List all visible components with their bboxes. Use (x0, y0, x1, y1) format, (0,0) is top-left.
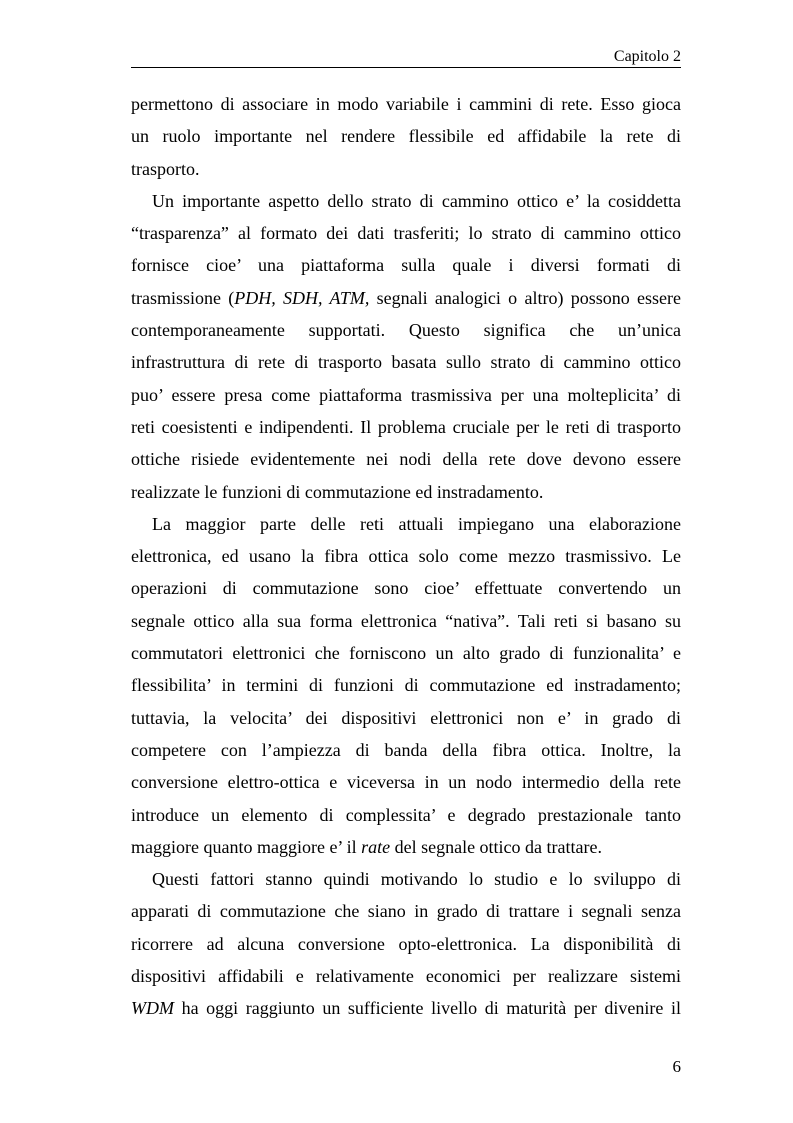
text-line: La maggior parte delle reti attuali impiegano una elaborazione (152, 513, 681, 534)
text-line: un ruolo importante nel rendere flessibile ed affidabile la rete di (131, 126, 681, 147)
text-line: elettronica, ed usano la fibra ottica solo come mezzo trasmissivo. Le (131, 546, 681, 567)
text-line: contemporaneamente supportati. Questo significa che un’unica (131, 320, 681, 341)
text-line: dispositivi affidabili e relativamente economici per realizzare sistemi (131, 966, 681, 987)
paragraph (131, 863, 681, 1024)
text-line: fornisce cioe’ una piattaforma sulla quale i diversi formati di (131, 255, 681, 276)
text-line: Un importante aspetto dello strato di cammino ottico e’ la cosiddetta (152, 190, 681, 211)
protocol-names: PDH, SDH, ATM, (234, 287, 370, 308)
emphasis-term: rate (361, 836, 391, 857)
text-line: operazioni di commutazione sono cioe’ effettuate convertendo un (131, 578, 681, 599)
text-line: puo’ essere presa come piattaforma trasmissiva per una molteplicita’ di (131, 384, 681, 405)
chapter-title: Capitolo 2 (613, 48, 681, 65)
text-line: reti coesistenti e indipendenti. Il problema cruciale per le reti di trasporto (131, 416, 681, 437)
text-line: competere con l’ampiezza di banda della fibra ottica. Inoltre, la (131, 739, 681, 760)
text-line: infrastruttura di rete di trasporto basata sullo strato di cammino ottico (131, 352, 681, 373)
running-header (131, 46, 681, 68)
paragraph (131, 508, 681, 863)
text-line: commutatori elettronici che forniscono un alto grado di funzionalita’ e (131, 643, 681, 664)
text-line: ottiche risiede evidentemente nei nodi della rete dove devono essere (131, 449, 681, 470)
text-line: trasporto. (131, 158, 200, 179)
paragraph (131, 185, 681, 508)
text-line: “trasparenza” al formato dei dati trasferiti; lo strato di cammino ottico (131, 223, 681, 244)
page-number: 6 (672, 1057, 681, 1076)
text-line: realizzate le funzioni di commutazione ed instradamento. (131, 481, 544, 502)
text-line: flessibilita’ in termini di funzioni di commutazione ed instradamento; (131, 675, 681, 696)
text-line: conversione elettro-ottica e viceversa in un nodo intermedio della rete (131, 772, 681, 793)
text-line: WDM ha oggi raggiunto un sufficiente livello di maturità per divenire il (131, 998, 681, 1019)
text-line: segnale ottico alla sua forma elettronica “nativa”. Tali reti si basano su (131, 610, 681, 631)
text-line: maggiore quanto maggiore e’ il rate del segnale ottico da trattare. (131, 836, 602, 857)
emphasis-term: WDM (131, 998, 174, 1019)
text-line: introduce un elemento di complessita’ e degrado prestazionale tanto (131, 804, 681, 825)
paragraph (131, 88, 681, 185)
text-line: permettono di associare in modo variabile i cammini di rete. Esso gioca (131, 94, 681, 114)
body-text (131, 88, 681, 1025)
text-line: ricorrere ad alcuna conversione opto-elettronica. La disponibilità di (131, 933, 681, 954)
text-line: trasmissione (PDH, SDH, ATM, segnali analogici o altro) possono essere (131, 287, 681, 308)
text-line: apparati di commutazione che siano in grado di trattare i segnali senza (131, 901, 681, 922)
text-line: Questi fattori stanno quindi motivando lo studio e lo sviluppo di (152, 869, 681, 890)
text-line: tuttavia, la velocita’ dei dispositivi elettronici non e’ in grado di (131, 707, 681, 728)
